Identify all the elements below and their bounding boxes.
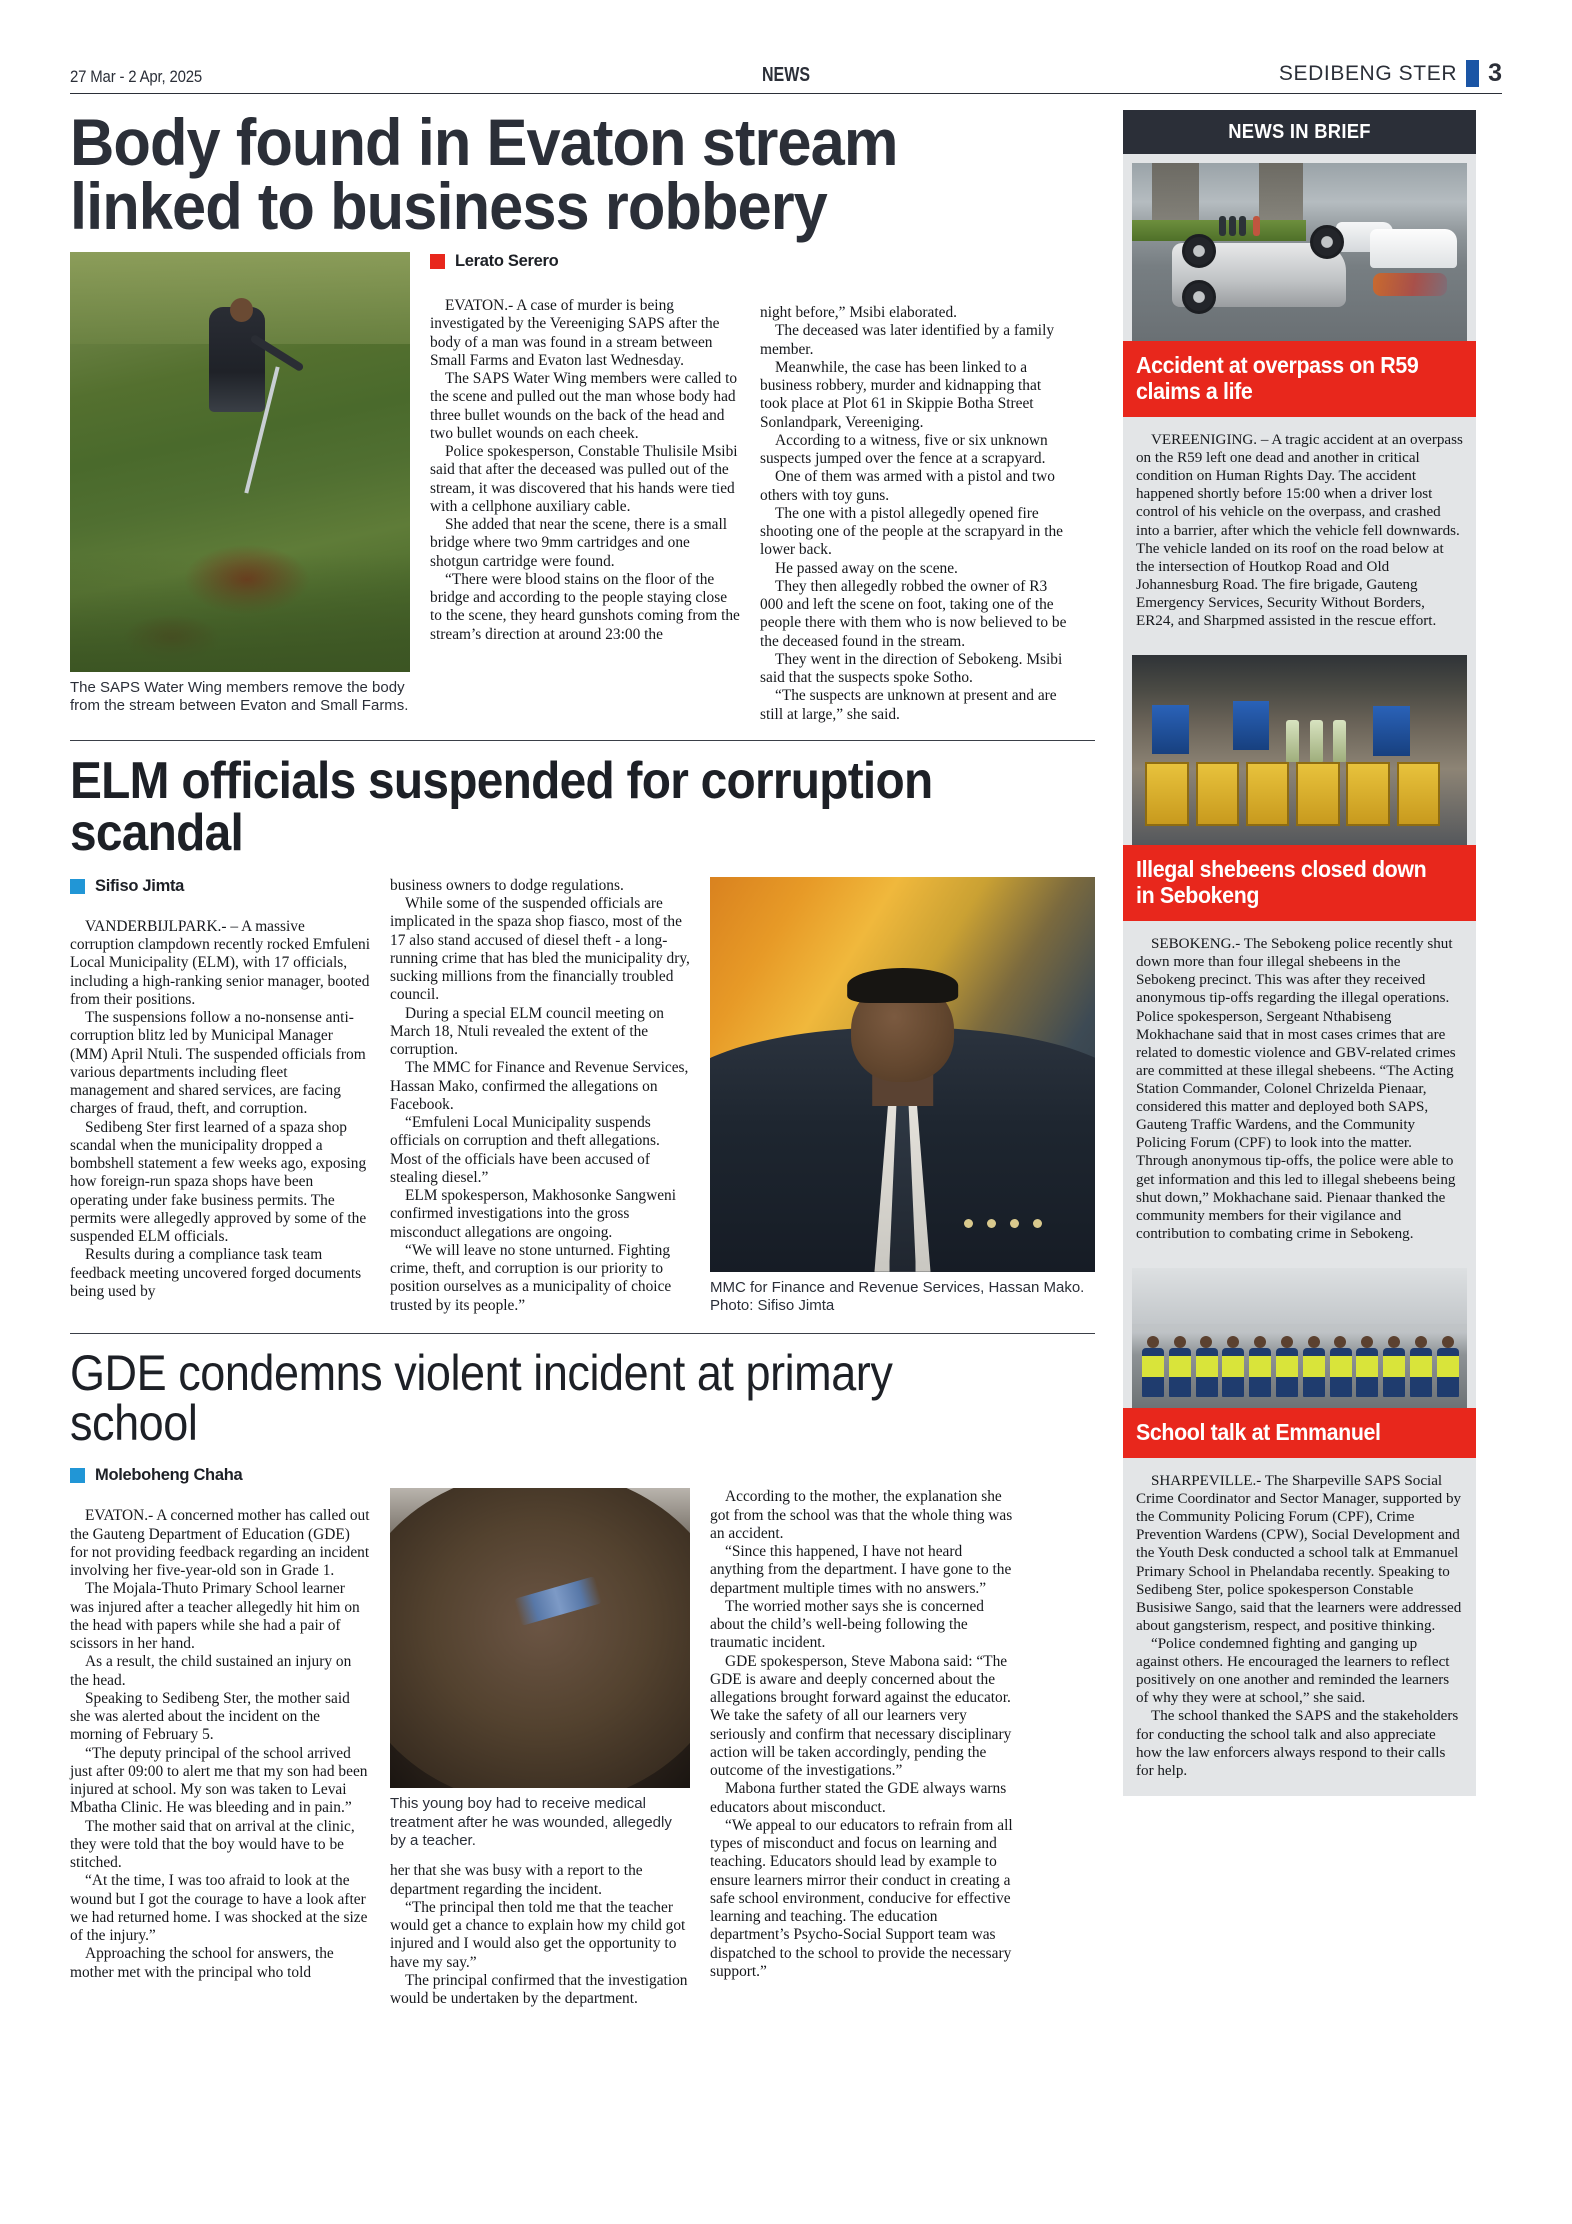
photo-officer [1142, 1319, 1164, 1397]
photo-officer [1383, 1319, 1405, 1397]
brief1-title-line2: claims a life [1136, 377, 1253, 404]
paragraph: They then allegedly robbed the owner of R3 000 and left the scene on foot, taking one of the people there with them who is now believed to be the deceased found in the stream. [760, 577, 1067, 650]
article3-photo-caption: This young boy had to receive medical treatment after he was wounded, allegedly by a teacher. [390, 1795, 672, 1849]
article3-byline [70, 1466, 370, 1485]
photo-bottle [1310, 720, 1323, 762]
news-in-brief-sidebar [1123, 110, 1476, 2180]
paragraph: ELM spokesperson, Makhosonke Sangweni confirmed investigations into the gross misconduct allegations are ongoing. [390, 1187, 677, 1241]
photo-bottle [1333, 720, 1346, 762]
paragraph: SEBOKENG.- The Sebokeng police recently shut down more than four illegal shebeens in the Sebokeng precinct. This was after they received anonymous tip-offs regarding the illegal operations. Police spokesperson, Sergeant Nthabiseng Mokhachane said that in most cases crimes that are related to domestic violence and GBV-related crimes are committed at these illegal shebeens. “The Acting Station Commander, Colonel Chrizelda Pienaar, considered this matter and deployed both SAPS, Gauteng Traffic Wardens, and the Community Policing Forum (CPF) to look into the matter. Through anonymous tip-offs, the police were able to get information and this led to illegal shebeens being shut down,” Mokhachane said. Pienaar thanked the community members for their vigilance and contribution to combating crime in Sebokeng. [1136, 936, 1456, 1242]
paragraph: While some of the suspended officials are implicated in the spaza shop fiasco, most of the 17 also stand accused of diesel theft - a long-running crime that has bled the municipality dry, sucking millions from the financially troubled council. [390, 895, 690, 1004]
paragraph: EVATON.- A concerned mother has called out the Gauteng Department of Education (GDE) for not providing feedback regarding an incident involving her five-year-old son in Grade 1. [70, 1507, 370, 1580]
paragraph: “The suspects are unknown at present and are still at large,” she said. [760, 687, 1057, 723]
paragraph: “We will leave no stone unturned. Fighting crime, theft, and corruption is our priority to position ourselves as a municipality of choice trusted by its people.” [390, 1241, 672, 1314]
brief3-photo-wrap [1123, 1259, 1476, 1408]
brief3-body-text [1136, 1472, 1463, 1780]
masthead [70, 60, 1502, 94]
news-in-brief-header [1123, 110, 1476, 154]
paragraph: The one with a pistol allegedly opened fire shooting one of the people at the scrapyard in the lower back. [760, 504, 1064, 559]
photo-beer-box [1373, 706, 1410, 755]
article3-middle-column [390, 1466, 690, 2008]
paragraph: Police spokesperson, Constable Thulisile Msibi said that after the deceased was pulled out of the stream, it was discovered that his hands were tied with a cellphone auxiliary cable. [430, 443, 738, 515]
photo-officer [1222, 1319, 1244, 1397]
paragraph: “Since this happened, I have not heard anything from the department. I have gone to the department multiple times with no answers.” [710, 1543, 1012, 1597]
paragraph: VANDERBIJLPARK.- – A massive corruption clampdown recently rocked Emfuleni Local Municipality (ELM), with 17 officials, including a high-ranking senior manager, booted from their positions. [70, 917, 371, 1008]
article1-headline [70, 105, 1023, 244]
article1-text-column-2 [760, 252, 1070, 724]
photo-bottle [1286, 720, 1299, 762]
brief3-title [1123, 1408, 1476, 1458]
photo-liquor-crate [1397, 762, 1441, 827]
article3-text-column-1 [70, 1466, 370, 2008]
brief1-body [1123, 417, 1476, 646]
section-label: NEWS [762, 64, 810, 86]
byline-square-icon [70, 1468, 85, 1483]
paragraph: The principal confirmed that the investigation would be undertaken by the department. [390, 1971, 688, 2008]
article3-photo-injured-boy [390, 1488, 690, 1788]
page-body [70, 105, 1502, 2180]
photo-beer-box [1233, 701, 1270, 750]
article2-photo-column [710, 877, 1095, 1316]
article3-text-column-3 [710, 1466, 1015, 2008]
article2-byline [70, 877, 370, 896]
article2-headline: ELM officials suspended for corruption scandal [70, 751, 933, 862]
article1-byline-name: Lerato Serero [455, 252, 559, 271]
article1-col2-text [760, 304, 1070, 724]
paragraph: business owners to dodge regulations. [390, 876, 624, 894]
paragraph: Sedibeng Ster first learned of a spaza shop scandal when the municipality dropped a bombshell statement a few weeks ago, exposing how foreign-run spaza shops have been operating under fake business permits. The permits were allegedly approved by some of the suspended ELM officials. [70, 1118, 367, 1246]
photo-bystander [1253, 216, 1260, 236]
photo-officer [1169, 1319, 1191, 1397]
byline-square-icon [430, 254, 445, 269]
article2-text-column-2 [390, 877, 690, 1316]
article1-photo-water-wing-recovery [70, 252, 410, 672]
page-number: 3 [1488, 59, 1502, 87]
page-marker-icon [1466, 60, 1479, 87]
photo-scalp [390, 1488, 690, 1788]
paragraph: He passed away on the scene. [775, 559, 958, 577]
paragraph: “We appeal to our educators to refrain from all types of misconduct and focus on learning and teaching. Educators should lead by example to ensure learners mirror their conduct in creating a safe school environment, conducive for effective learning and teaching. The education department’s Psycho-Social Support team was dispatched to the school to provide the necessary support.” [710, 1816, 1013, 1980]
issue-date: 27 Mar - 2 Apr, 2025 [70, 67, 203, 86]
paragraph: Mabona further stated the GDE always warns educators about misconduct. [710, 1780, 1007, 1816]
paragraph: The Mojala-Thuto Primary School learner was injured after a teacher allegedly hit him on the head with papers while she had a pair of scissors in her hand. [70, 1580, 360, 1653]
photo-officer [1330, 1319, 1352, 1397]
photo-beer-box [1152, 705, 1189, 754]
photo-liquor-crate [1346, 762, 1390, 827]
photo-liquor-crate [1145, 762, 1189, 827]
paragraph: EVATON.- A case of murder is being investigated by the Vereeniging SAPS after the body of a man was found in a stream between Small Farms and Evaton last Wednesday. [430, 297, 720, 369]
article2-col1-text [70, 918, 370, 1301]
paragraph: her that she was busy with a report to the department regarding the incident. [390, 1862, 643, 1898]
paragraph: VEREENIGING. – A tragic accident at an overpass on the R59 left one dead and another in critical condition on Human Rights Day. The accident happened shortly before 15:00 when a driver lost control of his vehicle on the overpass, and crashed into a barrier, after which the vehicle fell downwards. The vehicle landed on its roof on the road below at the intersection of Houtkop Road and Old Johannesburg Road. The fire brigade, Gauteng Emergency Services, Security Without Borders, ER24, and Sharpmed assisted in the rescue effort. [1136, 431, 1463, 630]
article1-col1-text [430, 297, 740, 644]
article1-text-column-1 [430, 252, 740, 724]
brief-item-illegal-shebeens-sebokeng [1123, 646, 1476, 1259]
photo-officer [1437, 1319, 1459, 1397]
photo-liquor-crate [1246, 762, 1290, 827]
brief3-title-line1: School talk at Emmanuel [1136, 1419, 1381, 1445]
brief2-body [1123, 921, 1476, 1259]
photo-figure-diver [209, 307, 265, 412]
paragraph: She added that near the scene, there is a small bridge where two 9mm cartridges and one shotgun cartridge were found. [430, 516, 728, 570]
brief1-title-line1: Accident at overpass on R59 [1136, 352, 1419, 378]
article3-col1-text [70, 1507, 370, 1982]
article1-columns [70, 252, 1095, 724]
divider-after-article2 [70, 1333, 1095, 1334]
paragraph: “There were blood stains on the floor of the bridge and according to the people staying close to the scene, they heard gunshots coming from the stream’s direction at around 23:00 the [430, 570, 740, 643]
photo-bystander [1219, 216, 1226, 236]
brief3-body [1123, 1458, 1476, 1796]
brief1-body-text [1136, 431, 1463, 630]
news-in-brief-header-label: NEWS IN BRIEF [1228, 120, 1371, 143]
article2-photo-hassan-mako [710, 877, 1095, 1272]
article1-byline [430, 252, 740, 271]
brief2-photo-wrap [1123, 646, 1476, 845]
photo-bystander [1229, 216, 1236, 236]
photo-wheel [1182, 280, 1216, 314]
photo-officer [1303, 1319, 1325, 1397]
paragraph: During a special ELM council meeting on March 18, Ntuli revealed the extent of the corruption. [390, 1004, 665, 1059]
brief-item-school-talk-emmanuel [1123, 1259, 1476, 1796]
article3-col3-text [710, 1488, 1015, 1981]
paragraph: According to the mother, the explanation she got from the school was that the whole thing was an accident. [710, 1488, 1013, 1542]
article1-photo-caption: The SAPS Water Wing members remove the body from the stream between Evaton and Small Farms. [70, 679, 409, 715]
brief2-title-line1: Illegal shebeens closed down [1136, 856, 1427, 883]
divider-after-article1 [70, 740, 1095, 741]
photo-wheel [1310, 225, 1344, 259]
paragraph: “At the time, I was too afraid to look at the wound but I got the courage to have a look after we had returned home. I was shocked at the size of the injury.” [70, 1872, 368, 1945]
article3-headline: GDE condemns violent incident at primary school [70, 1345, 893, 1452]
paragraph: Meanwhile, the case has been linked to a business robbery, murder and kidnapping that took place at Plot 61 in Skippie Botha Street Sonlandpark, Vereeniging. [760, 358, 1042, 431]
article2-text-column-1 [70, 877, 370, 1316]
article2-columns [70, 877, 1095, 1316]
paragraph: They went in the direction of Sebokeng. Msibi said that the suspects spoke Sotho. [760, 650, 1063, 687]
photo-covered-body [1373, 273, 1447, 296]
paragraph: The worried mother says she is concerned about the child’s well-being following the traumatic incident. [710, 1597, 984, 1652]
photo-wall [1132, 1268, 1467, 1324]
photo-head-wound-content [390, 1488, 690, 1788]
paragraph: night before,” Msibi elaborated. [760, 304, 958, 322]
article3-byline-name: Moleboheng Chaha [95, 1466, 243, 1485]
brief1-photo-wrap [1123, 154, 1476, 341]
photo-officer [1249, 1319, 1271, 1397]
brief2-title-line2: in Sebokeng [1136, 882, 1260, 909]
paragraph: The suspensions follow a no-nonsense anti-corruption blitz led by Municipal Manager (MM) April Ntuli. The suspended officials from various departments including fleet management and shared services, are facing charges of fraud, theft, and corruption. [70, 1009, 366, 1118]
photo-officer [1196, 1319, 1218, 1397]
paragraph: As a result, the child sustained an injury on the head. [70, 1653, 352, 1689]
paragraph: “Police condemned fighting and ganging up against others. He encouraged the learners to reflect positively on one another and reminded the learners of why they were at school,” she said. [1136, 1635, 1450, 1707]
article-elm-officials-suspended [70, 751, 1095, 1316]
paragraph: The deceased was later identified by a family member. [760, 322, 1055, 358]
brief1-title [1123, 341, 1476, 417]
brief3-photo-officers-lineup [1132, 1268, 1467, 1408]
article3-columns [70, 1466, 1095, 2008]
paragraph: Approaching the school for answers, the mother met with the principal who told [70, 1945, 334, 1981]
article2-photo-caption: MMC for Finance and Revenue Services, Hassan Mako. Photo: Sifiso Jimta [710, 1278, 1085, 1315]
photo-figure-head [230, 298, 253, 322]
photo-officer [1356, 1319, 1378, 1397]
article3-col2-text [390, 1862, 690, 2008]
brief1-photo-overturned-vehicle [1132, 163, 1467, 341]
photo-grass-detail [70, 554, 410, 672]
publication-title: SEDIBENG STER [1278, 61, 1458, 85]
paragraph: “Emfuleni Local Municipality suspends officials on corruption and theft allegations. Most of the officials have been accused of stealing diesel.” [390, 1114, 660, 1186]
paragraph: SHARPEVILLE.- The Sharpeville SAPS Social Crime Coordinator and Sector Manager, supported by the Community Policing Forum (CPF), Crime Prevention Wardens (CPW), Social Development and the Youth Desk conducted a school talk at Emmanuel Primary School in Phelandaba recently. Speaking to Sedibeng Ster, police spokesperson Constable Busisiwe Sango, said that the learners were addressed about gangsterism, respect, and positive thinking. [1136, 1472, 1462, 1634]
article2-byline-name: Sifiso Jimta [95, 876, 185, 895]
article1-photo-column [70, 252, 410, 724]
photo-portrait-content [710, 877, 1095, 1272]
article2-col2-text [390, 877, 690, 1315]
photo-liquor-crate [1296, 762, 1340, 827]
brief2-title [1123, 845, 1476, 921]
article1-headline-line2: linked to business robbery [70, 169, 827, 244]
photo-bystander [1239, 216, 1246, 236]
paragraph: The mother said that on arrival at the clinic, they were told that the boy would have to be stitched. [70, 1817, 355, 1872]
paragraph: “The deputy principal of the school arrived just after 09:00 to alert me that my son had been injured at school. My son was taken to Levai Mbatha Clinic. He was bleeding and in pain.” [70, 1744, 368, 1817]
paragraph: The MMC for Finance and Revenue Services, Hassan Mako, confirmed the allegations on Facebook. [390, 1059, 689, 1113]
brief2-body-text [1136, 935, 1463, 1243]
photo-officer [1276, 1319, 1298, 1397]
paragraph: GDE spokesperson, Steve Mabona said: “The GDE is aware and deeply concerned about the allegations brought forward against the educator. We take the safety of all our learners very seriously and confirm that necessary disciplinary action will be taken accordingly, pending the outcome of the investigations.” [710, 1652, 1012, 1780]
paragraph: One of them was armed with a pistol and two others with toy guns. [760, 468, 1055, 504]
photo-hair [847, 968, 959, 1004]
article-body-found-in-evaton-stream [70, 105, 1095, 724]
photo-police-vehicle [1370, 229, 1457, 268]
brief-item-accident-overpass-r59 [1123, 154, 1476, 646]
article-gde-condemns-violent-incident [70, 1345, 1095, 2008]
main-content-column [70, 105, 1095, 2180]
paragraph: According to a witness, five or six unknown suspects jumped over the fence at a scrapyard. [760, 431, 1048, 468]
paragraph: Results during a compliance task team feedback meeting uncovered forged documents being used by [70, 1246, 362, 1300]
paragraph: “The principal then told me that the teacher would get a chance to explain how my child got injured and I would also get the opportunity to have my say.” [390, 1898, 686, 1971]
brief2-photo-confiscated-liquor [1132, 655, 1467, 845]
paragraph: The school thanked the SAPS and the stakeholders for conducting the school talk and also appreciate how the law enforcers always respond to their calls for help. [1136, 1708, 1459, 1779]
photo-liquor-crate [1196, 762, 1240, 827]
paragraph: The SAPS Water Wing members were called to the scene and pulled out the man whose body had three bullet wounds on the back of the head and two bullet wounds on each cheek. [430, 370, 738, 442]
photo-officer [1410, 1319, 1432, 1397]
paragraph: Speaking to Sedibeng Ster, the mother said she was alerted about the incident on the morning of February 5. [70, 1689, 350, 1744]
byline-square-icon [70, 879, 85, 894]
article1-headline-line1: Body found in Evaton stream [70, 105, 898, 179]
